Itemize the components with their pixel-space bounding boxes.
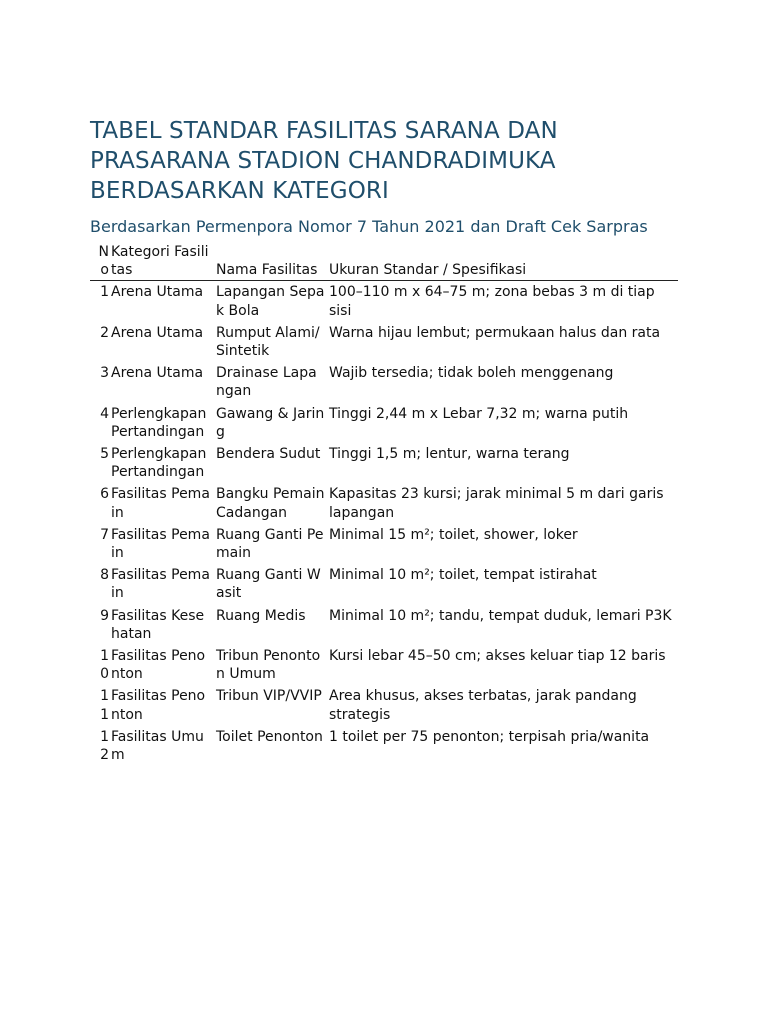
cell-kategori: Perlengkapan Pertandingan xyxy=(111,446,207,481)
cell-nama: Bangku Pemain Cadangan xyxy=(216,486,325,521)
table-row xyxy=(90,687,678,727)
table-row xyxy=(90,485,678,525)
cell-kategori: Perlengkapan Pertandingan xyxy=(111,405,207,440)
cell-nama: Ruang Medis xyxy=(216,607,306,624)
cell-nama: Gawang & Jaring xyxy=(216,405,325,440)
cell-no: 6 xyxy=(100,486,109,503)
table-row xyxy=(90,566,678,606)
cell-spesifikasi: Tinggi 2,44 m x Lebar 7,32 m; warna putih xyxy=(329,405,629,422)
table-row xyxy=(90,728,678,768)
cell-kategori: Fasilitas Pemain xyxy=(111,567,210,602)
cell-kategori: Arena Utama xyxy=(111,324,204,341)
cell-spesifikasi: Minimal 10 m²; tandu, tempat duduk, lemari P3K xyxy=(329,607,672,624)
cell-no: 5 xyxy=(100,446,109,463)
cell-nama: Ruang Ganti Wasit xyxy=(216,567,321,602)
table-header-row xyxy=(90,243,678,281)
table-row xyxy=(90,445,678,485)
facility-standards-table xyxy=(90,243,678,768)
cell-kategori: Fasilitas Pemain xyxy=(111,526,210,562)
cell-nama: Drainase Lapangan xyxy=(216,365,317,400)
cell-no: 7 xyxy=(100,526,109,543)
table-row xyxy=(90,364,678,404)
cell-nama: Lapangan Sepak Bola xyxy=(216,284,325,319)
header-spesifikasi: Ukuran Standar / Spesifikasi xyxy=(327,243,678,281)
cell-no: 1 xyxy=(100,284,109,301)
cell-nama: Bendera Sudut xyxy=(216,446,321,463)
cell-spesifikasi: 1 toilet per 75 penonton; terpisah pria/wanita xyxy=(329,728,650,745)
table-row xyxy=(90,607,678,647)
cell-nama: Tribun Penonton Umum xyxy=(216,648,321,683)
cell-spesifikasi: Kursi lebar 45–50 cm; akses keluar tiap 12 baris xyxy=(329,648,666,665)
cell-kategori: Fasilitas Umum xyxy=(111,728,204,764)
cell-nama: Rumput Alami/Sintetik xyxy=(216,324,320,360)
cell-spesifikasi: Minimal 15 m²; toilet, shower, loker xyxy=(329,526,578,543)
table-row xyxy=(90,281,678,324)
cell-kategori: Fasilitas Kesehatan xyxy=(111,607,205,642)
cell-kategori: Arena Utama xyxy=(111,365,204,382)
cell-no: 3 xyxy=(100,365,109,382)
cell-no: 8 xyxy=(100,567,109,584)
table-row xyxy=(90,526,678,566)
header-no: No xyxy=(90,243,111,281)
cell-no: 2 xyxy=(100,324,109,341)
cell-kategori: Fasilitas Penonton xyxy=(111,648,206,683)
cell-spesifikasi: Tinggi 1,5 m; lentur, warna terang xyxy=(329,446,570,463)
table-row xyxy=(90,647,678,687)
cell-spesifikasi: Wajib tersedia; tidak boleh menggenang xyxy=(329,365,614,382)
cell-nama: Toilet Penonton xyxy=(216,728,323,745)
cell-kategori: Fasilitas Penonton xyxy=(111,688,206,723)
table-row xyxy=(90,324,678,364)
cell-nama: Ruang Ganti Pemain xyxy=(216,526,324,562)
document-title: TABEL STANDAR FASILITAS SARANA DAN PRASARANA STADION CHANDRADIMUKA BERDASARKAN KATEGORI xyxy=(90,118,558,204)
cell-spesifikasi: Warna hijau lembut; permukaan halus dan rata xyxy=(329,324,661,341)
cell-spesifikasi: Kapasitas 23 kursi; jarak minimal 5 m dari garis lapangan xyxy=(329,486,664,521)
cell-spesifikasi: Minimal 10 m²; toilet, tempat istirahat xyxy=(329,567,597,584)
cell-kategori: Fasilitas Pemain xyxy=(111,486,210,521)
document-subtitle: Berdasarkan Permenpora Nomor 7 Tahun 2021 dan Draft Cek Sarpras xyxy=(90,217,648,236)
cell-nama: Tribun VIP/VVIP xyxy=(216,688,322,705)
cell-kategori: Arena Utama xyxy=(111,284,204,301)
table-row xyxy=(90,405,678,445)
cell-no: 11 xyxy=(100,688,109,723)
cell-spesifikasi: 100–110 m x 64–75 m; zona bebas 3 m di tiap sisi xyxy=(329,284,655,319)
cell-no: 9 xyxy=(100,607,109,624)
header-nama: Nama Fasilitas xyxy=(214,243,327,281)
cell-no: 4 xyxy=(100,405,109,422)
cell-no: 12 xyxy=(100,728,109,764)
header-kategori: Kategori Fasilitas xyxy=(111,243,214,281)
cell-no: 10 xyxy=(100,648,109,683)
cell-spesifikasi: Area khusus, akses terbatas, jarak pandang strategis xyxy=(329,688,637,723)
document-page xyxy=(90,116,680,768)
